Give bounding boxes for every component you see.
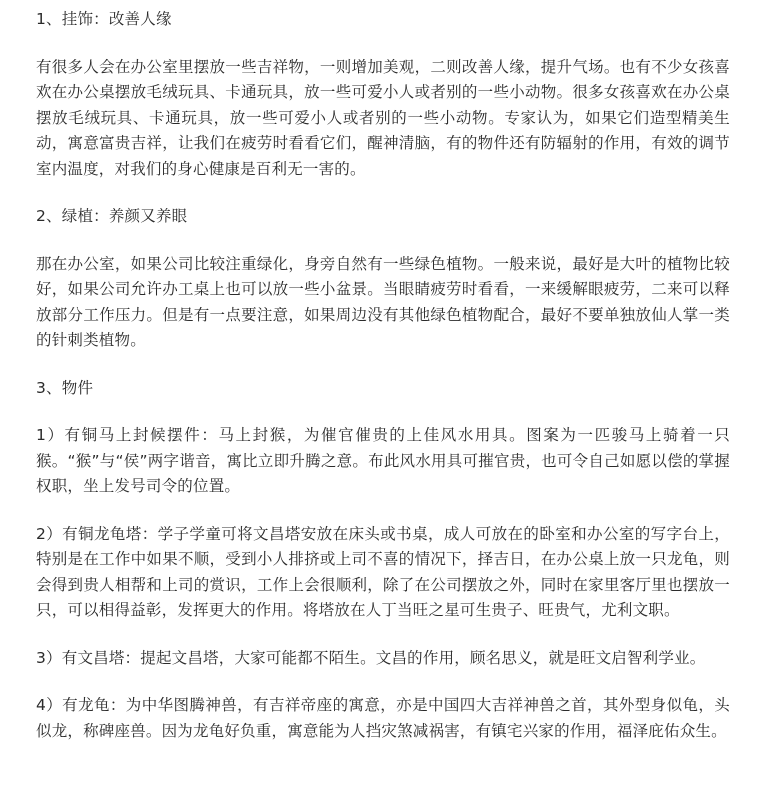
- paragraph-ornaments: 有很多人会在办公室里摆放一些吉祥物，一则增加美观，二则改善人缘，提升气场。也有不少女孩喜欢在办公桌摆放毛绒玩具、卡通玩具，放一些可爱小人或者别的一些小动物。很多女孩喜欢在办公桌摆放毛绒玩具、卡通玩具，放一些可爱小人或者别的一些小动物。专家认为，如果它们造型精美生动，寓意富贵吉祥，让我们在疲劳时看看它们，醒神清脑，有的物件还有防辐射的作用，有效的调节室内温度，对我们的身心健康是百利无一害的。: [36, 57, 730, 178]
- section-heading-objects: 3、物件: [36, 378, 94, 397]
- paragraph-bronze-horse-monkey: 1）有铜马上封候摆件：马上封猴，为催官催贵的上佳风水用具。图案为一匹骏马上骑着一只猴。“猴”与“侯”两字谐音，寓比立即升腾之意。布此风水用具可摧官贵，也可令自己如愿以偿的掌握权职，坐上发号司令的位置。: [36, 426, 730, 495]
- paragraph-bronze-dragon-turtle-tower: 2）有铜龙龟塔：学子学童可将文昌塔安放在床头或书桌，成人可放在的卧室和办公室的写字台上，特别是在工作中如果不顺，受到小人排挤或上司不喜的情况下，择吉日，在办公桌上放一只龙龟，则会得到贵人相帮和上司的赏识，工作上会很顺利，除了在公司摆放之外，同时在家里客厅里也摆放一只，可以相得益彰，发挥更大的作用。将塔放在人丁当旺之星可生贵子、旺贵气，尤利文职。: [36, 524, 730, 619]
- paragraph-plants: 那在办公室，如果公司比较注重绿化，身旁自然有一些绿色植物。一般来说，最好是大叶的植物比较好，如果公司允许办工桌上也可以放一些小盆景。当眼睛疲劳时看看，一来缓解眼疲劳，二来可以释放部分工作压力。但是有一点要注意，如果周边没有其他绿色植物配合，最好不要单独放仙人掌一类的针刺类植物。: [36, 254, 730, 349]
- section-heading-plants: 2、绿植：养颜又养眼: [36, 207, 188, 225]
- section-heading-ornaments: 1、挂饰：改善人缘: [36, 10, 172, 28]
- paragraph-dragon-turtle: 4）有龙龟：为中华图腾神兽，有吉祥帝座的寓意，亦是中国四大吉祥神兽之首，其外型身似龟，头似龙，称碑座兽。因为龙龟好负重，寓意能为人挡灾煞减祸害，有镇宅兴家的作用，福泽庇佑众生。: [36, 696, 730, 740]
- paragraph-wenchang-tower: 3）有文昌塔：提起文昌塔，大家可能都不陌生。文昌的作用，顾名思义，就是旺文启智利学业。: [36, 648, 706, 667]
